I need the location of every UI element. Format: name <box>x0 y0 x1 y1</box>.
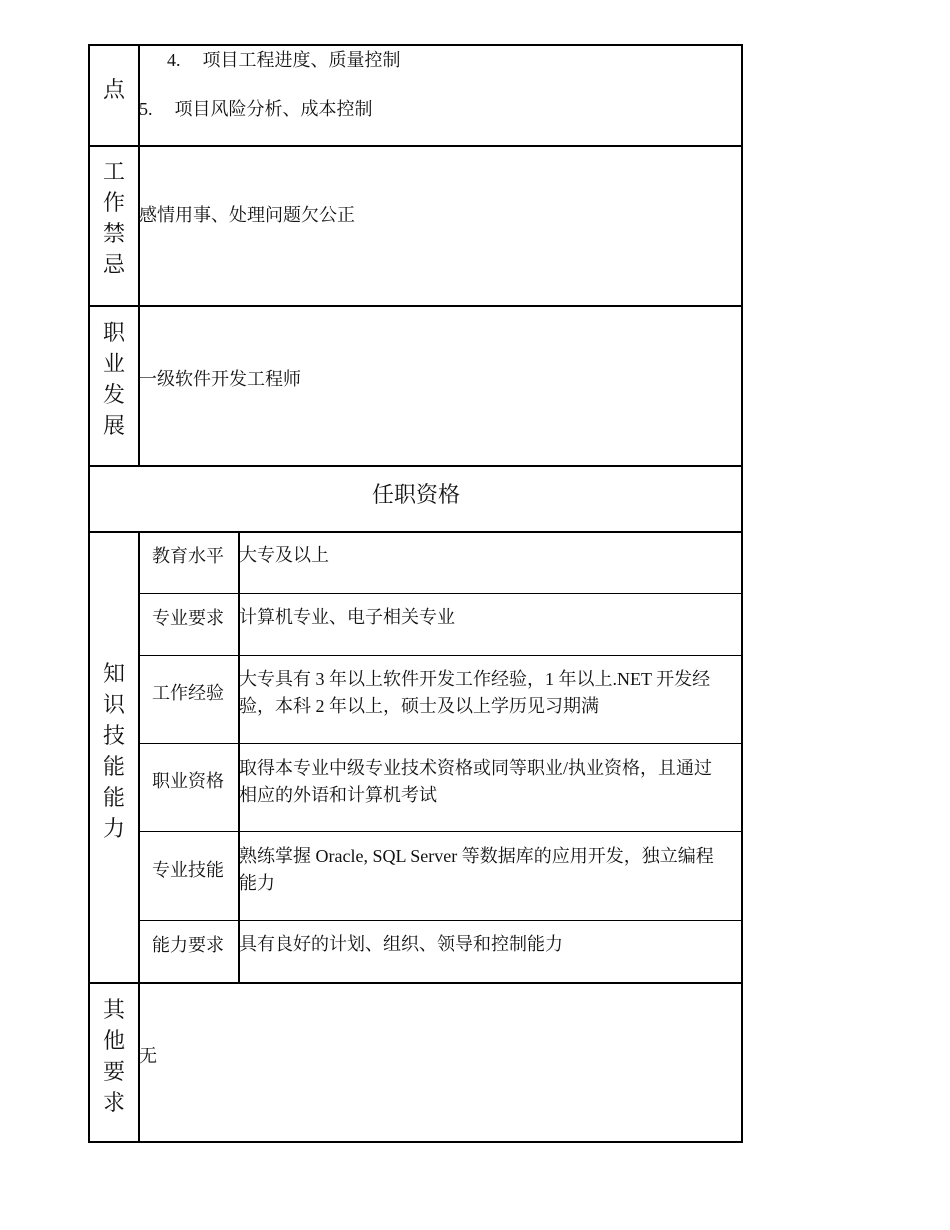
ability-label: 能力要求 <box>152 935 224 955</box>
experience-label: 工作经验 <box>152 683 224 703</box>
certification-label: 职业资格 <box>152 771 224 791</box>
other-label: 其 他 要 求 <box>102 997 125 1115</box>
taboos-label: 工 作 禁 忌 <box>102 159 125 277</box>
skills-label: 专业技能 <box>152 860 224 880</box>
career-value: 一级软件开发工程师 <box>139 369 301 389</box>
career-label: 职 业 发 展 <box>102 320 125 438</box>
education-value: 大专及以上 <box>239 545 329 565</box>
list-item: 5. 项目风险分析、成本控制 <box>139 99 373 119</box>
major-value: 计算机专业、电子相关专业 <box>239 607 455 627</box>
list-item: 4. 项目工程进度、质量控制 <box>167 50 401 70</box>
experience-value: 大专具有 3 年以上软件开发工作经验，1 年以上.NET 开发经 验，本科 2 年以上，硕士及以上学历见习期满 <box>239 669 711 716</box>
taboos-value: 感情用事、处理问题欠公正 <box>139 205 355 225</box>
skills-value: 熟练掌握 Oracle, SQL Server 等数据库的应用开发，独立编程 能力 <box>239 846 714 893</box>
major-label: 专业要求 <box>152 608 224 628</box>
education-label: 教育水平 <box>152 546 224 566</box>
other-value: 无 <box>139 1046 157 1066</box>
ability-value: 具有良好的计划、组织、领导和控制能力 <box>239 934 563 954</box>
key-points-label: 点 <box>102 77 125 102</box>
knowledge-label: 知 识 技 能 能 力 <box>102 661 125 841</box>
qualification-heading: 任职资格 <box>371 482 460 507</box>
certification-value: 取得本专业中级专业技术资格或同等职业/执业资格，且通过 相应的外语和计算机考试 <box>239 758 712 805</box>
